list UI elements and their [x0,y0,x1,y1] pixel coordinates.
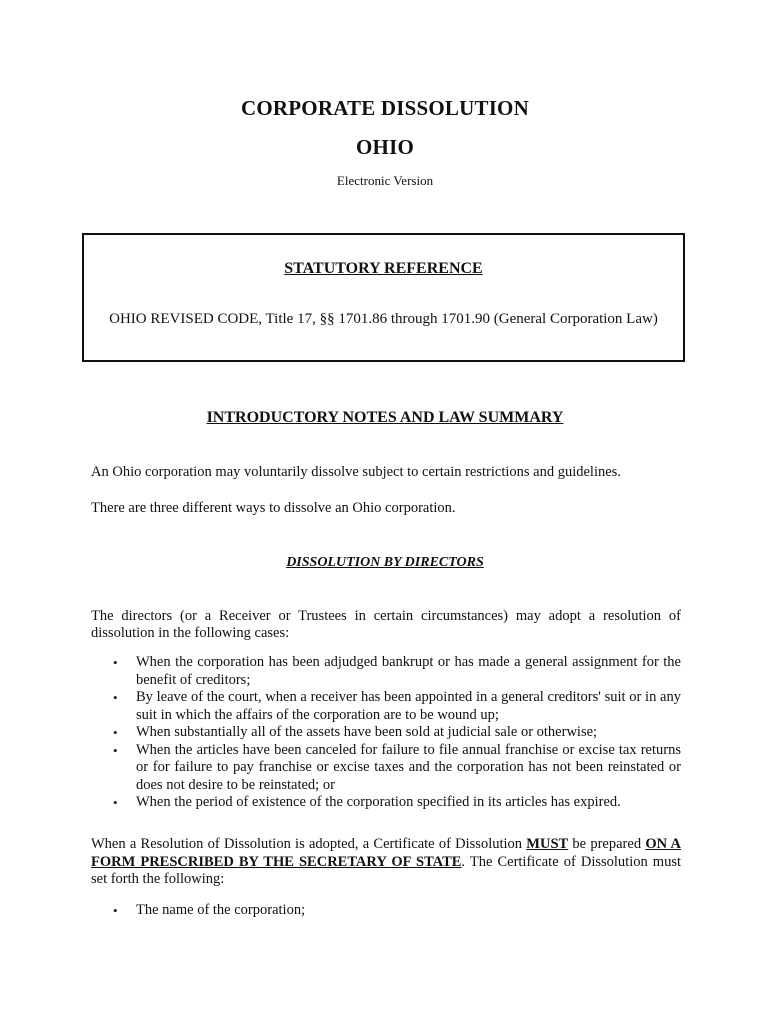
directors-paragraph: The directors (or a Receiver or Trustees in certain circumstances) may adopt a resolution of dissolution in the following cases: [91,608,681,641]
certificate-paragraph [91,836,681,889]
list-item-text: When substantially all of the assets have been sold at judicial sale or otherwise; [136,724,598,740]
document-state: OHIO [356,135,414,159]
bullet-icon: • [113,690,118,705]
list-item [91,902,681,920]
statutory-reference-box [82,233,685,362]
statutory-reference-text: OHIO REVISED CODE, Title 17, §§ 1701.86 through 1701.90 (General Corporation Law) [109,311,658,327]
list-item [91,724,681,742]
bullet-icon: • [113,725,118,740]
bullet-icon: • [113,655,118,670]
document-subtitle: Electronic Version [336,173,434,188]
form-requirement-emphasis: ON A FORM PRESCRIBED BY THE SECRETARY OF STATE [91,836,681,870]
list-item-text: When the articles have been canceled for failure to file annual franchise or excise tax returns or for failure to pay franchise or excise taxes and the corporation has not been reinstated or does not desire to be reinstated; or [136,741,681,793]
list-item [91,742,681,795]
must-emphasis: MUST [526,836,569,852]
list-item-text: The name of the corporation; [136,902,306,918]
list-item [91,794,681,812]
intro-paragraph-1: An Ohio corporation may voluntarily dissolve subject to certain restrictions and guidelines. [91,464,621,480]
dissolution-cases-list [91,654,681,812]
bullet-icon: • [113,795,118,810]
intro-heading: INTRODUCTORY NOTES AND LAW SUMMARY [206,409,564,426]
intro-paragraph-2: There are three different ways to dissolve an Ohio corporation. [91,500,456,516]
certificate-items-list [91,902,681,920]
list-item-text: By leave of the court, when a receiver has been appointed in a general creditors' suit or in any suit in which the affairs of the corporation are to be wound up; [136,689,681,723]
statutory-reference-heading: STATUTORY REFERENCE [284,260,483,277]
list-item [91,689,681,724]
certificate-text-2: be prepared [568,836,646,852]
bullet-icon: • [113,742,118,758]
document-title: CORPORATE DISSOLUTION [241,96,529,120]
certificate-text-1: When a Resolution of Dissolution is adopted, a Certificate of Dissolution [91,836,527,852]
list-item-text: When the period of existence of the corporation specified in its articles has expired. [136,794,621,810]
list-item [91,654,681,689]
list-item-text: When the corporation has been adjudged bankrupt or has made a general assignment for the benefit of creditors; [136,654,681,688]
bullet-icon: • [113,903,118,918]
certificate-text-3: . The Certificate of Dissolution must set forth the following: [91,853,681,887]
directors-heading: DISSOLUTION BY DIRECTORS [286,555,484,570]
